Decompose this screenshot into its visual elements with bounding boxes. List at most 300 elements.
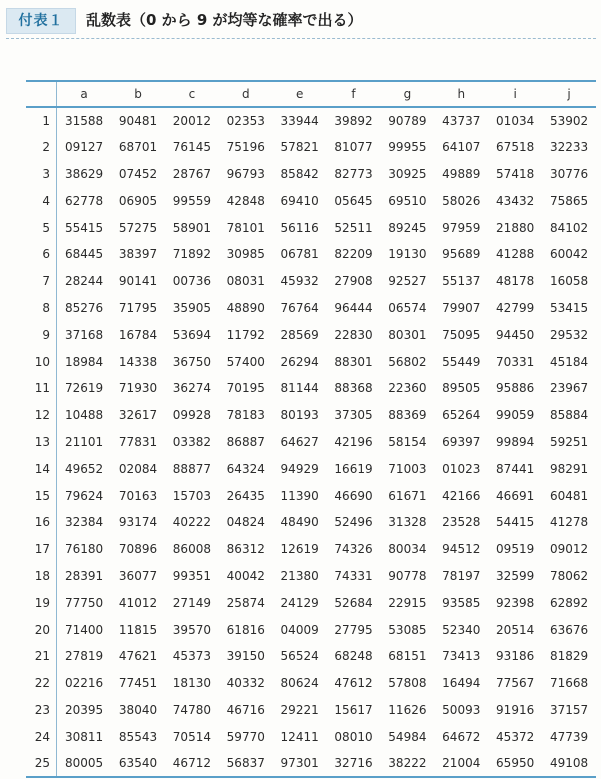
random-number-cell: 29221 [280, 702, 319, 717]
random-number-cell: 42196 [334, 434, 373, 449]
random-number-cell: 94450 [496, 327, 535, 342]
random-number-cell: 24129 [280, 595, 319, 610]
random-number-cell: 38222 [380, 750, 434, 777]
table-row [26, 375, 596, 402]
random-number-cell: 28391 [64, 568, 104, 583]
row-number: 4 [26, 187, 57, 214]
random-number-cell: 55137 [442, 274, 481, 289]
table-row [26, 161, 596, 188]
random-number-cell: 99894 [496, 434, 535, 449]
random-number-cell: 78197 [442, 568, 481, 583]
random-number-cell: 57808 [388, 676, 427, 691]
row-number: 6 [26, 241, 57, 268]
random-number-cell: 97301 [273, 750, 327, 777]
column-header-f: f [327, 81, 381, 107]
random-number-cell: 40332 [226, 676, 265, 691]
random-number-cell: 53085 [388, 622, 427, 637]
random-number-cell: 80034 [388, 542, 427, 557]
random-number-cell: 38397 [118, 247, 158, 262]
random-number-cell: 42166 [442, 488, 481, 503]
row-number: 13 [26, 429, 57, 456]
random-number-cell: 93174 [118, 515, 158, 530]
random-number-cell: 46691 [496, 488, 535, 503]
random-number-cell: 81077 [334, 140, 373, 155]
random-number-cell: 06781 [280, 247, 319, 262]
random-number-cell: 98291 [549, 461, 589, 476]
random-number-cell: 30925 [388, 166, 427, 181]
random-number-cell: 68445 [64, 247, 104, 262]
random-number-cell: 47739 [549, 729, 589, 744]
row-number: 24 [26, 723, 57, 750]
random-number-cell: 65264 [442, 408, 481, 423]
table-row [26, 348, 596, 375]
random-number-cell: 00736 [172, 274, 211, 289]
random-number-cell: 71795 [118, 300, 158, 315]
column-header-a: a [57, 81, 112, 107]
column-header-c: c [165, 81, 219, 107]
random-number-cell: 33944 [280, 113, 319, 128]
random-number-cell: 16784 [118, 327, 158, 342]
random-number-cell: 63540 [111, 750, 165, 777]
random-number-cell: 11792 [226, 327, 265, 342]
random-number-cell: 89245 [388, 220, 427, 235]
random-number-cell: 20395 [64, 702, 104, 717]
row-number: 19 [26, 589, 57, 616]
random-number-cell: 82209 [334, 247, 373, 262]
random-number-cell: 48490 [280, 515, 319, 530]
random-number-cell: 88877 [172, 461, 211, 476]
random-number-cell: 14338 [118, 354, 158, 369]
random-number-cell: 93585 [442, 595, 481, 610]
random-number-cell: 32599 [496, 568, 535, 583]
random-number-cell: 73413 [442, 649, 481, 664]
random-number-cell: 41012 [118, 595, 158, 610]
random-number-cell: 74331 [334, 568, 373, 583]
random-number-cell: 27819 [64, 649, 104, 664]
random-number-cell: 90481 [118, 113, 158, 128]
row-number: 20 [26, 616, 57, 643]
table-row [26, 723, 596, 750]
random-number-cell: 32617 [118, 408, 158, 423]
row-number: 23 [26, 697, 57, 724]
random-number-cell: 58154 [388, 434, 427, 449]
random-number-cell: 37157 [549, 702, 589, 717]
table-row [26, 697, 596, 724]
random-number-cell: 28569 [280, 327, 319, 342]
random-number-cell: 76180 [64, 542, 104, 557]
random-number-cell: 42848 [226, 193, 265, 208]
random-number-cell: 62892 [549, 595, 589, 610]
header-row [26, 81, 596, 107]
table-row [26, 107, 596, 134]
row-number: 15 [26, 482, 57, 509]
random-number-cell: 27795 [334, 622, 373, 637]
random-number-cell: 20514 [496, 622, 535, 637]
random-number-cell: 61671 [388, 488, 427, 503]
random-number-cell: 37168 [64, 327, 104, 342]
random-number-cell: 53415 [549, 300, 589, 315]
random-number-cell: 09928 [172, 408, 211, 423]
random-number-cell: 86008 [172, 542, 211, 557]
random-number-cell: 99955 [388, 140, 427, 155]
random-number-cell: 15703 [172, 488, 211, 503]
table-row [26, 241, 596, 268]
random-number-cell: 31588 [64, 113, 104, 128]
row-number-header [26, 81, 57, 107]
random-number-cell: 26435 [226, 488, 265, 503]
random-number-cell: 42799 [496, 300, 535, 315]
random-number-cell: 58026 [442, 193, 481, 208]
random-number-cell: 56116 [280, 220, 319, 235]
random-number-cell: 77750 [64, 595, 104, 610]
random-number-cell: 95886 [496, 381, 535, 396]
random-number-cell: 57418 [496, 166, 535, 181]
page-header [0, 8, 601, 34]
random-number-cell: 79907 [442, 300, 481, 315]
random-number-cell: 84102 [549, 220, 589, 235]
header-divider [6, 38, 596, 39]
random-number-cell: 90141 [118, 274, 158, 289]
random-number-cell: 21004 [434, 750, 488, 777]
random-number-cell: 39892 [334, 113, 373, 128]
random-number-cell: 19130 [388, 247, 427, 262]
random-number-cell: 41288 [496, 247, 535, 262]
random-number-cell: 71668 [549, 676, 589, 691]
row-number: 18 [26, 563, 57, 590]
random-number-cell: 20012 [172, 113, 211, 128]
random-number-cell: 56837 [219, 750, 273, 777]
random-number-cell: 75196 [226, 140, 265, 155]
random-number-cell: 11390 [280, 488, 319, 503]
random-number-cell: 77451 [118, 676, 158, 691]
random-number-cell: 70331 [496, 354, 535, 369]
random-number-cell: 70195 [226, 381, 265, 396]
random-number-cell: 72619 [64, 381, 104, 396]
random-number-cell: 57821 [280, 140, 319, 155]
random-number-cell: 88368 [334, 381, 373, 396]
random-number-cell: 76145 [172, 140, 211, 155]
random-number-cell: 65950 [488, 750, 542, 777]
table-row [26, 187, 596, 214]
random-number-cell: 21101 [64, 434, 104, 449]
random-number-cell: 04824 [226, 515, 265, 530]
random-number-cell: 88369 [388, 408, 427, 423]
random-number-cell: 35905 [172, 300, 211, 315]
random-number-cell: 07452 [118, 166, 158, 181]
random-number-cell: 08031 [226, 274, 265, 289]
random-number-cell: 85884 [549, 408, 589, 423]
random-number-cell: 57275 [118, 220, 158, 235]
row-number: 11 [26, 375, 57, 402]
random-number-cell: 80193 [280, 408, 319, 423]
table-row [26, 643, 596, 670]
random-number-cell: 45372 [496, 729, 535, 744]
table-row [26, 429, 596, 456]
random-number-cell: 79624 [64, 488, 104, 503]
table-row [26, 214, 596, 241]
random-number-cell: 39150 [226, 649, 265, 664]
table-row [26, 509, 596, 536]
random-number-cell: 02216 [64, 676, 104, 691]
random-number-cell: 08010 [334, 729, 373, 744]
random-number-cell: 23528 [442, 515, 481, 530]
column-header-j: j [542, 81, 596, 107]
table-row [26, 482, 596, 509]
table-row [26, 563, 596, 590]
random-number-cell: 85543 [118, 729, 158, 744]
random-number-cell: 71400 [64, 622, 104, 637]
random-number-cell: 12411 [280, 729, 319, 744]
random-number-cell: 30985 [226, 247, 265, 262]
random-number-cell: 09519 [496, 542, 535, 557]
random-number-cell: 45184 [549, 354, 589, 369]
random-number-cell: 43737 [442, 113, 481, 128]
random-number-cell: 99559 [172, 193, 211, 208]
random-number-cell: 48890 [226, 300, 265, 315]
random-number-cell: 46716 [226, 702, 265, 717]
random-number-cell: 69410 [280, 193, 319, 208]
random-number-cell: 89505 [442, 381, 481, 396]
random-number-cell: 69397 [442, 434, 481, 449]
random-number-cell: 45373 [172, 649, 211, 664]
random-number-cell: 82773 [334, 166, 373, 181]
random-number-cell: 41278 [549, 515, 589, 530]
random-number-cell: 60481 [549, 488, 589, 503]
random-number-cell: 94929 [280, 461, 319, 476]
table-row [26, 295, 596, 322]
random-number-cell: 49652 [64, 461, 104, 476]
random-number-cell: 64627 [280, 434, 319, 449]
random-number-cell: 40042 [226, 568, 265, 583]
random-number-cell: 71003 [388, 461, 427, 476]
random-number-cell: 48178 [496, 274, 535, 289]
random-number-cell: 05645 [334, 193, 373, 208]
random-number-cell: 75095 [442, 327, 481, 342]
random-number-cell: 60042 [549, 247, 589, 262]
random-number-cell: 90789 [388, 113, 427, 128]
page-title: 乱数表（0 から 9 が均等な確率で出る） [86, 11, 363, 29]
random-number-cell: 91916 [496, 702, 535, 717]
table-row [26, 616, 596, 643]
row-number: 17 [26, 536, 57, 563]
random-number-cell: 87441 [496, 461, 535, 476]
random-number-cell: 52684 [334, 595, 373, 610]
random-number-cell: 90778 [388, 568, 427, 583]
random-number-cell: 47612 [334, 676, 373, 691]
column-header-e: e [273, 81, 327, 107]
random-number-cell: 27908 [334, 274, 373, 289]
random-number-cell: 61816 [226, 622, 265, 637]
row-number: 14 [26, 455, 57, 482]
random-number-cell: 18984 [64, 354, 104, 369]
random-number-cell: 45932 [280, 274, 319, 289]
random-number-cell: 06905 [118, 193, 158, 208]
random-number-cell: 22360 [388, 381, 427, 396]
random-number-cell: 95689 [442, 247, 481, 262]
random-number-cell: 16494 [442, 676, 481, 691]
random-number-cell: 81829 [549, 649, 589, 664]
random-number-cell: 30811 [64, 729, 104, 744]
random-number-cell: 12619 [280, 542, 319, 557]
random-number-cell: 59251 [549, 434, 589, 449]
random-number-cell: 32233 [549, 140, 589, 155]
random-number-cell: 31328 [388, 515, 427, 530]
random-number-cell: 85842 [280, 166, 319, 181]
random-number-cell: 38629 [64, 166, 104, 181]
random-number-cell: 85276 [64, 300, 104, 315]
random-number-cell: 03382 [172, 434, 211, 449]
random-number-cell: 70514 [172, 729, 211, 744]
random-number-cell: 09012 [549, 542, 589, 557]
row-number: 2 [26, 134, 57, 161]
random-number-cell: 74326 [334, 542, 373, 557]
random-number-cell: 58901 [172, 220, 211, 235]
row-number: 9 [26, 321, 57, 348]
random-number-cell: 78101 [226, 220, 265, 235]
random-number-cell: 64672 [442, 729, 481, 744]
random-number-cell: 10488 [64, 408, 104, 423]
random-number-cell: 39570 [172, 622, 211, 637]
random-number-cell: 71892 [172, 247, 211, 262]
random-number-cell: 32716 [327, 750, 381, 777]
random-number-cell: 49889 [442, 166, 481, 181]
random-number-cell: 15617 [334, 702, 373, 717]
table-row [26, 536, 596, 563]
random-number-cell: 77831 [118, 434, 158, 449]
random-number-cell: 46712 [165, 750, 219, 777]
random-number-cell: 88301 [334, 354, 373, 369]
random-number-cell: 11626 [388, 702, 427, 717]
random-number-cell: 68151 [388, 649, 427, 664]
random-number-cell: 54415 [496, 515, 535, 530]
random-number-cell: 53694 [172, 327, 211, 342]
row-number: 16 [26, 509, 57, 536]
random-number-cell: 16619 [334, 461, 373, 476]
table-row [26, 402, 596, 429]
random-number-cell: 27149 [172, 595, 211, 610]
random-number-cell: 29532 [549, 327, 589, 342]
random-number-cell: 49108 [542, 750, 596, 777]
random-number-cell: 67518 [496, 140, 535, 155]
random-number-cell: 52496 [334, 515, 373, 530]
random-number-cell: 36274 [172, 381, 211, 396]
random-number-cell: 46690 [334, 488, 373, 503]
row-number: 1 [26, 107, 57, 134]
random-number-cell: 52511 [334, 220, 373, 235]
random-number-cell: 68701 [118, 140, 158, 155]
random-number-cell: 32384 [64, 515, 104, 530]
random-number-cell: 22830 [334, 327, 373, 342]
column-header-b: b [111, 81, 165, 107]
random-number-cell: 52340 [442, 622, 481, 637]
random-number-cell: 01023 [442, 461, 481, 476]
random-number-cell: 30776 [549, 166, 589, 181]
random-number-cell: 77567 [496, 676, 535, 691]
random-number-cell: 18130 [172, 676, 211, 691]
random-number-cell: 78183 [226, 408, 265, 423]
random-number-cell: 55415 [64, 220, 104, 235]
column-header-g: g [380, 81, 434, 107]
random-number-cell: 74780 [172, 702, 211, 717]
row-number: 12 [26, 402, 57, 429]
random-number-cell: 26294 [280, 354, 319, 369]
row-number: 10 [26, 348, 57, 375]
random-number-cell: 63676 [549, 622, 589, 637]
random-number-cell: 04009 [280, 622, 319, 637]
random-number-cell: 54984 [388, 729, 427, 744]
random-number-cell: 92398 [496, 595, 535, 610]
random-number-cell: 59770 [226, 729, 265, 744]
random-number-cell: 69510 [388, 193, 427, 208]
random-number-cell: 68248 [334, 649, 373, 664]
random-number-cell: 92527 [388, 274, 427, 289]
table-header [26, 81, 596, 107]
table-row [26, 268, 596, 295]
random-number-cell: 80624 [280, 676, 319, 691]
random-number-cell: 02353 [226, 113, 265, 128]
random-number-cell: 36750 [172, 354, 211, 369]
table-row [26, 321, 596, 348]
row-number: 8 [26, 295, 57, 322]
table-row [26, 750, 596, 777]
random-number-cell: 97959 [442, 220, 481, 235]
random-number-cell: 47621 [118, 649, 158, 664]
random-number-cell: 86312 [226, 542, 265, 557]
table-body [26, 107, 596, 777]
random-number-cell: 96444 [334, 300, 373, 315]
random-number-cell: 01034 [496, 113, 535, 128]
random-number-cell: 56802 [388, 354, 427, 369]
table-row [26, 455, 596, 482]
random-number-cell: 23967 [549, 381, 589, 396]
random-number-cell: 70896 [118, 542, 158, 557]
random-number-cell: 86887 [226, 434, 265, 449]
random-number-cell: 06574 [388, 300, 427, 315]
random-number-cell: 99351 [172, 568, 211, 583]
random-number-cell: 75865 [549, 193, 589, 208]
random-number-cell: 80005 [57, 750, 112, 777]
random-number-cell: 56524 [280, 649, 319, 664]
random-number-cell: 78062 [549, 568, 589, 583]
random-number-cell: 16058 [549, 274, 589, 289]
appendix-badge: 付表１ [6, 8, 76, 34]
random-number-cell: 70163 [118, 488, 158, 503]
column-header-i: i [488, 81, 542, 107]
random-number-cell: 36077 [118, 568, 158, 583]
table-row [26, 670, 596, 697]
random-number-cell: 76764 [280, 300, 319, 315]
random-number-cell: 37305 [334, 408, 373, 423]
random-number-cell: 62778 [64, 193, 104, 208]
random-number-cell: 09127 [64, 140, 104, 155]
random-number-cell: 21380 [280, 568, 319, 583]
random-number-cell: 96793 [226, 166, 265, 181]
row-number: 3 [26, 161, 57, 188]
column-header-d: d [219, 81, 273, 107]
table-row [26, 589, 596, 616]
random-number-cell: 80301 [388, 327, 427, 342]
random-number-cell: 81144 [280, 381, 319, 396]
random-number-cell: 94512 [442, 542, 481, 557]
random-number-cell: 21880 [496, 220, 535, 235]
random-number-cell: 38040 [118, 702, 158, 717]
row-number: 7 [26, 268, 57, 295]
row-number: 21 [26, 643, 57, 670]
random-number-cell: 50093 [442, 702, 481, 717]
random-number-cell: 53902 [549, 113, 589, 128]
random-number-cell: 22915 [388, 595, 427, 610]
row-number: 25 [26, 750, 57, 777]
